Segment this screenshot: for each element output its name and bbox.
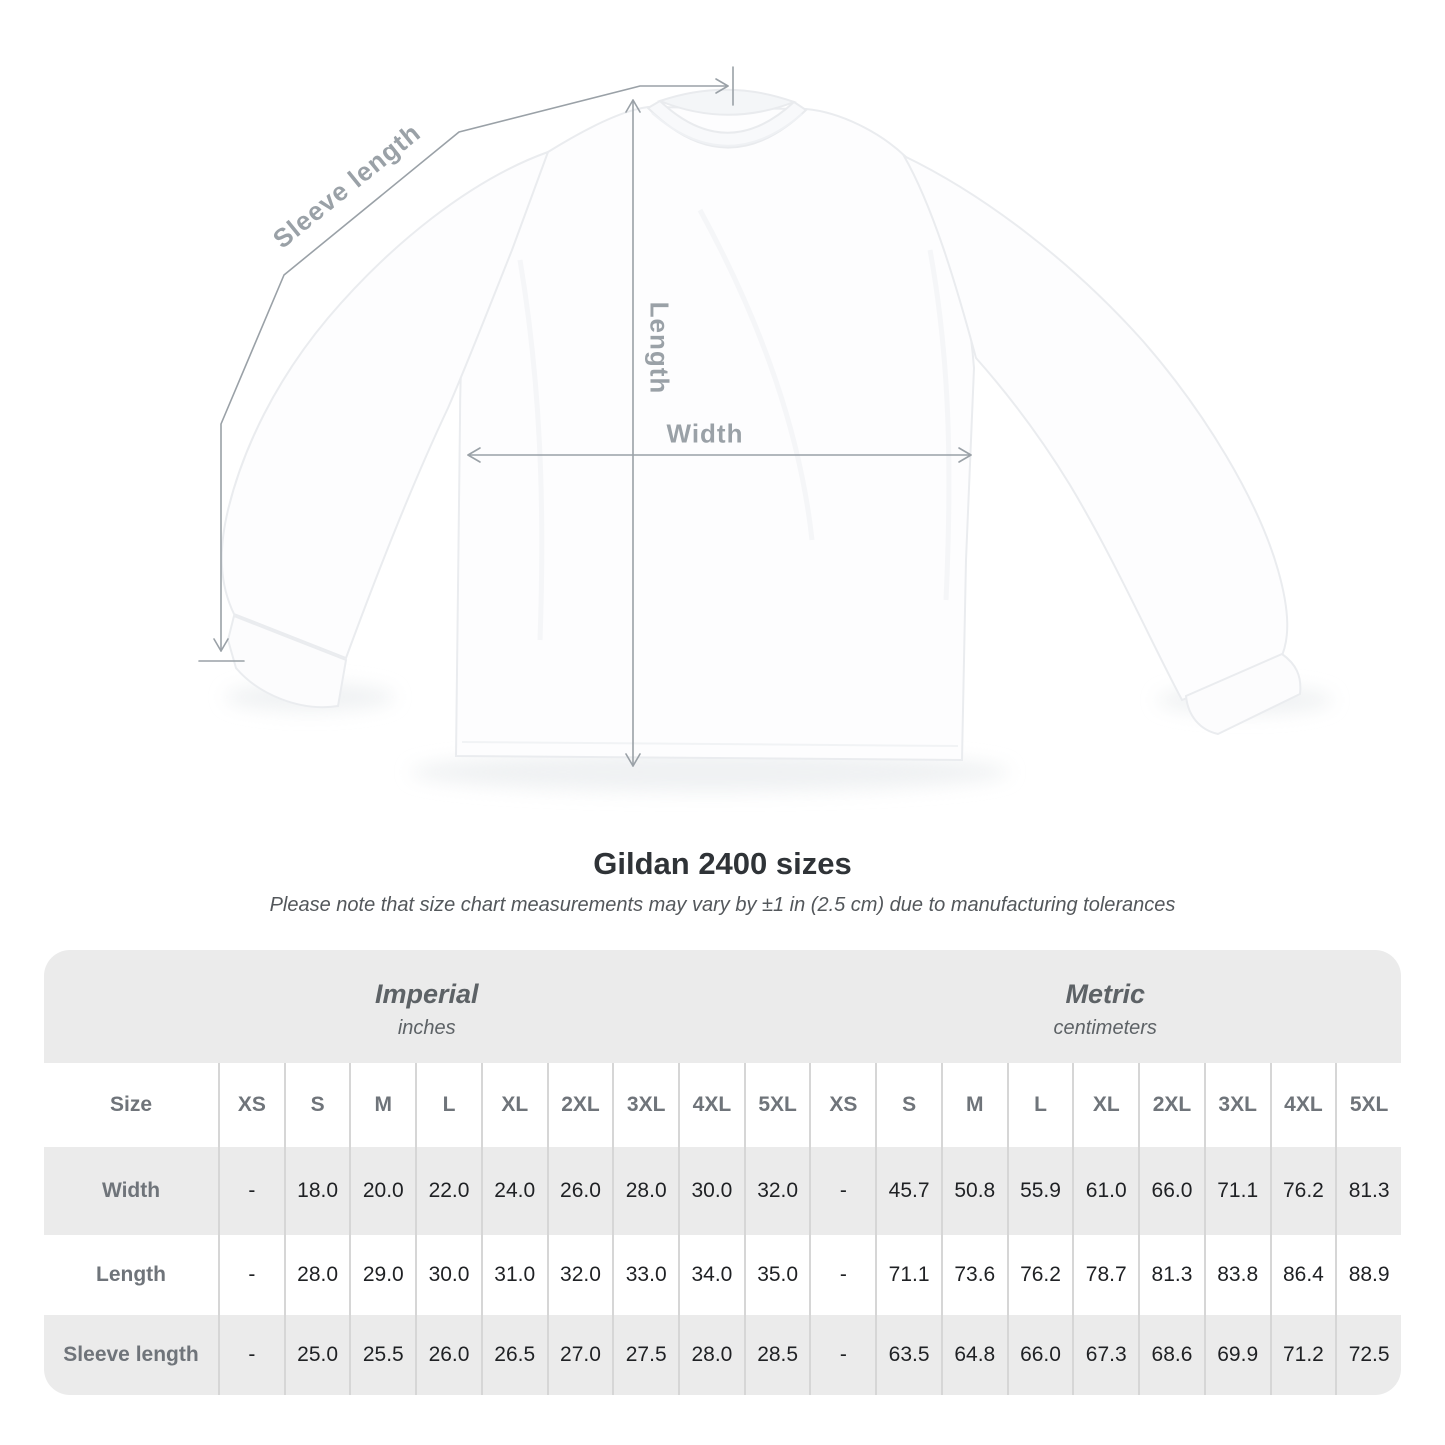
value-cell: 55.9 — [1007, 1147, 1073, 1235]
value-cell: - — [809, 1315, 875, 1395]
value-cell: 71.2 — [1270, 1315, 1336, 1395]
value-cell: 26.0 — [415, 1315, 481, 1395]
value-cell: 88.9 — [1335, 1235, 1401, 1315]
value-cell: 25.0 — [284, 1315, 350, 1395]
size-header-imperial-2xl: 2XL — [547, 1063, 613, 1147]
value-cell: 27.0 — [547, 1315, 613, 1395]
value-cell: 24.0 — [481, 1147, 547, 1235]
value-cell: 63.5 — [875, 1315, 941, 1395]
size-header-imperial-3xl: 3XL — [612, 1063, 678, 1147]
value-cell: 64.8 — [941, 1315, 1007, 1395]
size-header-metric-xs: XS — [809, 1063, 875, 1147]
size-header-imperial-l: L — [415, 1063, 481, 1147]
value-cell: - — [809, 1147, 875, 1235]
value-cell: 66.0 — [1138, 1147, 1204, 1235]
value-cell: - — [218, 1147, 284, 1235]
value-cell: 86.4 — [1270, 1235, 1336, 1315]
metric-unit: centimeters — [1053, 1017, 1157, 1039]
size-header-imperial-5xl: 5XL — [744, 1063, 810, 1147]
value-cell: 78.7 — [1072, 1235, 1138, 1315]
value-cell: 76.2 — [1270, 1147, 1336, 1235]
size-column-header: Size — [109, 1093, 153, 1116]
size-header-metric-5xl: 5XL — [1335, 1063, 1401, 1147]
value-cell: 26.5 — [481, 1315, 547, 1395]
page-title: Gildan 2400 sizes — [593, 846, 852, 881]
value-cell: 18.0 — [284, 1147, 350, 1235]
value-cell: 67.3 — [1072, 1315, 1138, 1395]
imperial-unit: inches — [397, 1017, 456, 1039]
value-cell: 73.6 — [941, 1235, 1007, 1315]
value-cell: 29.0 — [349, 1235, 415, 1315]
value-cell: - — [809, 1235, 875, 1315]
size-header-imperial-s: S — [284, 1063, 350, 1147]
value-cell: 33.0 — [612, 1235, 678, 1315]
size-header-metric-xl: XL — [1072, 1063, 1138, 1147]
value-cell: 68.6 — [1138, 1315, 1204, 1395]
value-cell: 71.1 — [875, 1235, 941, 1315]
value-cell: 22.0 — [415, 1147, 481, 1235]
width-label: Width — [666, 418, 744, 449]
value-cell: 66.0 — [1007, 1315, 1073, 1395]
value-cell: 20.0 — [349, 1147, 415, 1235]
value-cell: 32.0 — [744, 1147, 810, 1235]
value-cell: 45.7 — [875, 1147, 941, 1235]
size-table — [44, 950, 1401, 1395]
size-header-metric-m: M — [941, 1063, 1007, 1147]
metric-section-header — [809, 950, 1401, 1063]
value-cell: 81.3 — [1335, 1147, 1401, 1235]
size-header-metric-2xl: 2XL — [1138, 1063, 1204, 1147]
value-cell: 28.0 — [284, 1235, 350, 1315]
size-header-imperial-m: M — [349, 1063, 415, 1147]
value-cell: 28.0 — [678, 1315, 744, 1395]
value-cell: 72.5 — [1335, 1315, 1401, 1395]
value-cell: 27.5 — [612, 1315, 678, 1395]
value-cell: 71.1 — [1204, 1147, 1270, 1235]
value-cell: 35.0 — [744, 1235, 810, 1315]
value-cell: 30.0 — [678, 1147, 744, 1235]
size-header-imperial-xl: XL — [481, 1063, 547, 1147]
value-cell: 83.8 — [1204, 1235, 1270, 1315]
size-header-metric-l: L — [1007, 1063, 1073, 1147]
imperial-title: Imperial — [374, 979, 479, 1009]
value-cell: 31.0 — [481, 1235, 547, 1315]
row-label-width: Width — [44, 1147, 218, 1235]
sleeve-length-label: Sleeve length — [267, 117, 427, 255]
value-cell: 28.5 — [744, 1315, 810, 1395]
value-cell: 30.0 — [415, 1235, 481, 1315]
size-header-metric-s: S — [875, 1063, 941, 1147]
value-cell: 50.8 — [941, 1147, 1007, 1235]
size-header-imperial-4xl: 4XL — [678, 1063, 744, 1147]
row-label-length: Length — [96, 1263, 166, 1286]
value-cell: - — [218, 1235, 284, 1315]
value-cell: 26.0 — [547, 1147, 613, 1235]
imperial-section-header — [44, 950, 809, 1063]
row-label-sleeve-length: Sleeve length — [44, 1315, 218, 1395]
length-label: Length — [644, 301, 675, 395]
value-cell: - — [218, 1315, 284, 1395]
size-header-imperial-xs: XS — [218, 1063, 284, 1147]
value-cell: 61.0 — [1072, 1147, 1138, 1235]
value-cell: 28.0 — [612, 1147, 678, 1235]
value-cell: 32.0 — [547, 1235, 613, 1315]
value-cell: 34.0 — [678, 1235, 744, 1315]
value-cell: 81.3 — [1138, 1235, 1204, 1315]
value-cell: 69.9 — [1204, 1315, 1270, 1395]
page-subtitle: Please note that size chart measurements may vary by ±1 in (2.5 cm) due to manufacturing tolerances — [269, 894, 1176, 916]
value-cell: 25.5 — [349, 1315, 415, 1395]
size-header-metric-4xl: 4XL — [1270, 1063, 1336, 1147]
metric-title: Metric — [1065, 979, 1145, 1009]
size-header-metric-3xl: 3XL — [1204, 1063, 1270, 1147]
value-cell: 76.2 — [1007, 1235, 1073, 1315]
